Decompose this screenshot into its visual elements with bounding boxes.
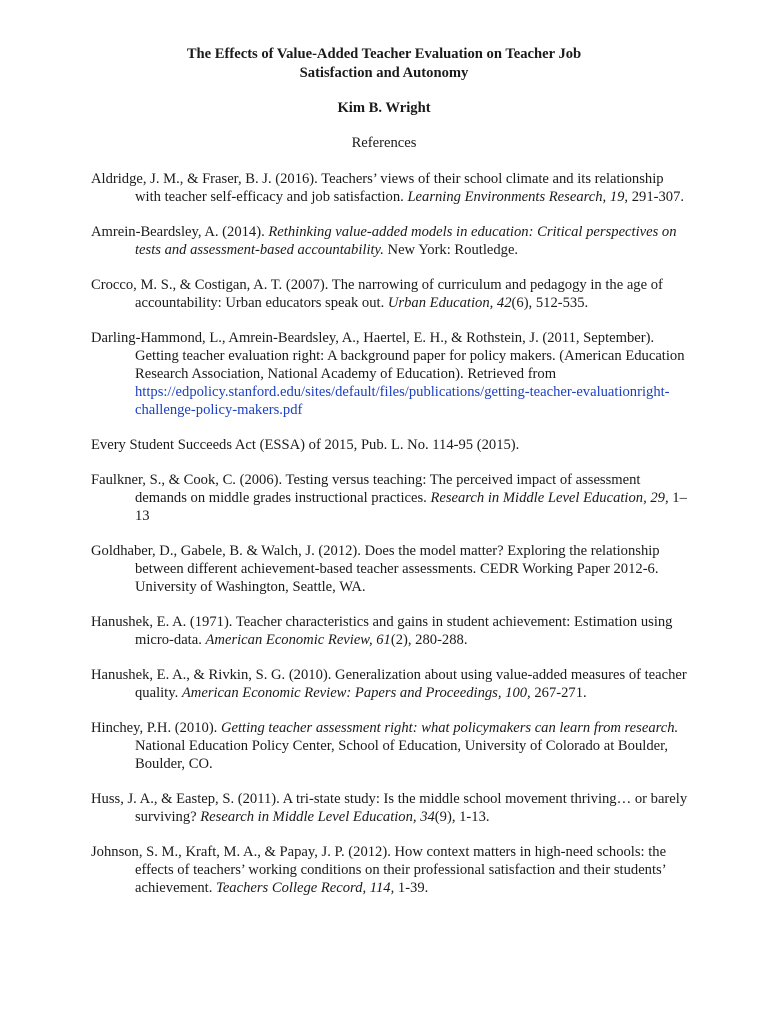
reference-entry: Amrein-Beardsley, A. (2014). Rethinking value-added models in education: Critical perspectives on tests and assessment-based accountability. New York: Routledge. — [91, 224, 677, 258]
reference-entry: Crocco, M. S., & Costigan, A. T. (2007). The narrowing of curriculum and pedagogy in the age of accountability: Urban educators speak out. Urban Education, 42(6), 512-535. — [91, 277, 663, 311]
reference-link[interactable]: https://edpolicy.stanford.edu/sites/default/files/publications/getting-teacher-evaluationright-challenge-policy-makers.pdf — [135, 384, 670, 418]
paper-title — [0, 45, 768, 83]
references-heading: References — [351, 135, 417, 151]
reference-entry: Faulkner, S., & Cook, C. (2006). Testing versus teaching: The perceived impact of assessment demands on middle grades instructional practices. Research in Middle Level Education, 29, 1–13 — [91, 472, 687, 524]
author-name: Kim B. Wright — [337, 100, 431, 116]
reference-entry: Hanushek, E. A., & Rivkin, S. G. (2010). Generalization about using value-added measures of teacher quality. American Economic Review: Papers and Proceedings, 100, 267-271. — [91, 667, 687, 701]
reference-entry: Goldhaber, D., Gabele, B. & Walch, J. (2012). Does the model matter? Exploring the relationship between different achievement-based teacher assessments. CEDR Working Paper 2012-6. University of Washington, Seattle, WA. — [91, 543, 660, 595]
reference-entry: Johnson, S. M., Kraft, M. A., & Papay, J. P. (2012). How context matters in high-need schools: the effects of teachers’ working conditions on their professional satisfaction and their students’ achievement. Teachers College Record, 114, 1-39. — [91, 844, 667, 896]
reference-entry: Hinchey, P.H. (2010). Getting teacher assessment right: what policymakers can learn from research. National Education Policy Center, School of Education, University of Colorado at Boulder, Boulder, CO. — [91, 720, 679, 772]
references-list — [91, 170, 691, 914]
reference-entry: Huss, J. A., & Eastep, S. (2011). A tri-state study: Is the middle school movement thriving… or barely surviving? Research in Middle Level Education, 34(9), 1-13. — [91, 791, 688, 825]
reference-entry: Hanushek, E. A. (1971). Teacher characteristics and gains in student achievement: Estimation using micro-data. American Economic Review, 61(2), 280-288. — [91, 614, 673, 648]
paper-title-line-2: Satisfaction and Autonomy — [299, 65, 469, 81]
reference-entry: Darling-Hammond, L., Amrein-Beardsley, A., Haertel, E. H., & Rothstein, J. (2011, September). Getting teacher evaluation right: A background paper for policy makers. (American Education Research Association, National Academy of Education). Retrieved from https://edpolicy.stanford.edu/sites/default/files/publications/getting-teacher-evaluationright-challenge-policy-makers.pdf — [91, 330, 685, 418]
paper-title-line-1: The Effects of Value-Added Teacher Evaluation on Teacher Job — [186, 46, 582, 62]
reference-entry: Aldridge, J. M., & Fraser, B. J. (2016). Teachers’ views of their school climate and its relationship with teacher self-efficacy and job satisfaction. Learning Environments Research, 19, 291-307. — [91, 171, 685, 205]
reference-entry: Every Student Succeeds Act (ESSA) of 2015, Pub. L. No. 114-95 (2015). — [91, 437, 520, 453]
